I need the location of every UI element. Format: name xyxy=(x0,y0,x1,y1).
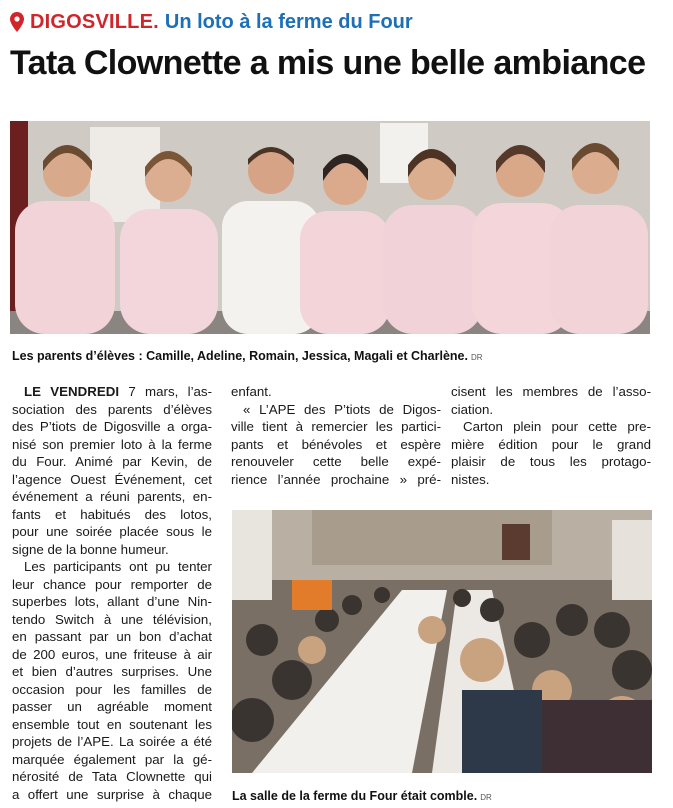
text-line: plaisir de tous les protago- xyxy=(451,454,651,469)
text-line: passer un agréable moment xyxy=(12,699,212,714)
article-column-2 xyxy=(231,383,441,488)
text-line: de 200 euros, une friteuse à air xyxy=(12,646,212,662)
text-line: nistes. xyxy=(451,471,490,487)
text-line: ensemble tout en soutenant les xyxy=(12,716,212,732)
text-line: l’agence Ouest Événement, cet xyxy=(12,471,212,487)
text-line: superbes lots, allant d’une Nin- xyxy=(12,594,212,609)
text-line: projets de l’APE. La soirée a été xyxy=(12,734,212,749)
place-name: DIGOSVILLE. xyxy=(30,10,159,33)
text-line xyxy=(12,383,212,401)
text-line: a offert une surprise à chaque xyxy=(12,786,212,802)
crowded-hall-photo xyxy=(232,510,652,773)
photo-credit: DR xyxy=(480,793,492,802)
text-line: sociation des parents d’élèves xyxy=(12,401,212,417)
lead-words: LE VENDREDI xyxy=(24,384,120,399)
text-line: nérosité de Tata Clownette qui xyxy=(12,769,212,784)
text-line: occasion pour les familles de xyxy=(12,681,212,697)
text-line: Les participants ont pu tenter xyxy=(24,559,212,574)
location-pin-icon xyxy=(10,12,24,32)
text-line: fants et habitués des lotos, xyxy=(12,506,212,522)
text-span: 7 mars, l’as- xyxy=(119,384,212,399)
headline: Tata Clownette a mis une belle ambiance xyxy=(10,44,646,82)
text-line: cisent les membres de l’asso- xyxy=(451,384,651,399)
text-line: du Four. Animé par Kevin, de xyxy=(12,454,212,469)
text-line: et bien d’autres surprises. Une xyxy=(12,664,212,679)
text-line: Carton plein pour cette pre- xyxy=(463,419,651,434)
text-line: signe de la bonne humeur. xyxy=(12,541,169,557)
text-line: des P’tiots de Digosville a orga- xyxy=(12,419,212,434)
text-line: renouveler cette belle expé- xyxy=(231,454,441,469)
subheadline: Un loto à la ferme du Four xyxy=(164,10,413,33)
text-line: leur chance pour remporter de xyxy=(12,576,212,592)
text-line: enfant. xyxy=(231,384,272,399)
photo-credit: DR xyxy=(470,353,483,362)
text-line: pour une soirée placée sous le xyxy=(12,524,212,539)
article-column-3 xyxy=(451,383,651,488)
caption-text: La salle de la ferme du Four était comble. xyxy=(232,789,478,803)
hall-photo-caption xyxy=(232,789,492,803)
text-line: pants et bénévoles et espère xyxy=(231,436,441,452)
text-line: mière édition pour le grand xyxy=(451,436,651,452)
kicker xyxy=(10,8,413,36)
parents-photo-caption xyxy=(12,349,483,363)
text-line: ville tient à remercier les partici- xyxy=(231,419,441,434)
text-line: nisé son premier loto à la ferme xyxy=(12,436,212,452)
text-line: marquée également par la gé- xyxy=(12,751,212,767)
parents-group-photo xyxy=(10,121,650,334)
text-line: ciation. xyxy=(451,401,494,417)
text-line: tendo Switch à une télévision, xyxy=(12,611,212,627)
text-line: événement a réuni parents, en- xyxy=(12,489,212,504)
caption-text: Les parents d’élèves : Camille, Adeline, Romain, Jessica, Magali et Charlène. xyxy=(12,349,468,363)
text-line: rience l’année prochaine » pré- xyxy=(231,471,441,487)
text-line: « L’APE des P’tiots de Digos- xyxy=(243,401,441,417)
article-column-1 xyxy=(12,383,212,803)
text-line: en passant par un bon d’achat xyxy=(12,629,212,644)
